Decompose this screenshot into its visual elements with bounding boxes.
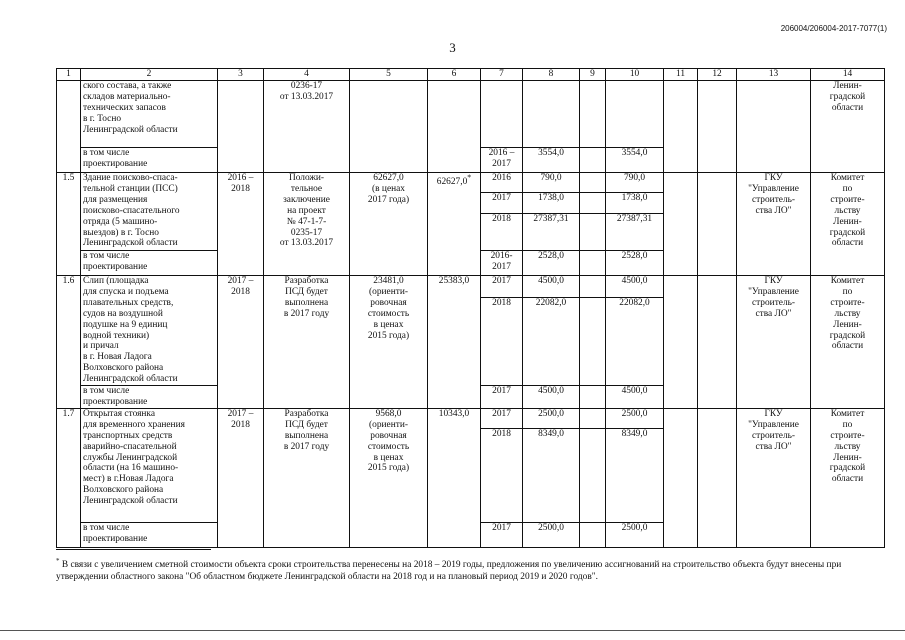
estimated-cost: 9568,0 (ориенти- ровочная стоимость в ценах 2015 года): [350, 408, 428, 547]
amount-col10: 8349,0: [606, 428, 664, 522]
cost-col6: 62627,0*: [428, 173, 481, 276]
amount-col10: 27387,31: [606, 214, 664, 251]
project-document: Разработка ПСД будет выполнена в 2017 году: [264, 408, 350, 547]
object-name: ского состава, а также складов материально- технических запасов в г. Тосно Ленинградской области: [81, 81, 218, 148]
customer: Комитет по строите- льству Ленин- градской области: [811, 408, 885, 547]
footnote: [56, 555, 856, 583]
amount-col8: 1738,0: [523, 193, 580, 214]
table-header-row: [57, 69, 885, 81]
year: 2017: [481, 408, 523, 428]
executor: ГКУ "Управление строитель- ства ЛО": [737, 276, 811, 409]
year: 2017: [481, 276, 523, 298]
amount-col8: 27387,31: [523, 214, 580, 251]
year: 2018: [481, 214, 523, 251]
amount-col10: 3554,0: [606, 148, 664, 173]
footnote-text: В связи с увеличением сметной стоимости объекта сроки строительства перенесены на 2018 – 2019 годы, предложения по увеличению ассигнований на строительство объекта будут внесены при утверждении областного закона "Об областном бюджете Ленинградской области на 2018 год и на плановый период 2019 и 2020 годов".: [56, 560, 842, 583]
row-number: 1.6: [57, 276, 81, 409]
project-document: Положи- тельное заключение на проект № 47-1-7- 0235-17 от 13.03.2017: [264, 173, 350, 276]
budget-table: [56, 68, 885, 548]
col-header: 12: [698, 69, 737, 81]
year: 2018: [481, 298, 523, 386]
customer: Комитет по строите- льству Ленин- градской области: [811, 276, 885, 409]
row-number: 1.7: [57, 408, 81, 547]
amount-col8: 3554,0: [523, 148, 580, 173]
col-header: 13: [737, 69, 811, 81]
amount-col10: 2500,0: [606, 408, 664, 428]
amount-col10: 790,0: [606, 173, 664, 193]
col-header: 2: [81, 69, 218, 81]
cost-col6: 25383,0: [428, 276, 481, 409]
amount-col8: 8349,0: [523, 428, 580, 522]
col-header: 5: [350, 69, 428, 81]
col-header: 3: [218, 69, 264, 81]
amount-col10: 1738,0: [606, 193, 664, 214]
year: 2017: [481, 522, 523, 547]
table-row: [57, 408, 885, 428]
project-document: Разработка ПСД будет выполнена в 2017 году: [264, 276, 350, 409]
year: 2016 – 2017: [481, 148, 523, 173]
amount-col8: 2528,0: [523, 251, 580, 276]
design-label: в том числе проектирование: [81, 522, 218, 547]
customer: Комитет по строите- льству Ленин- градской области: [811, 173, 885, 276]
project-document: 0236-17 от 13.03.2017: [264, 81, 350, 173]
footnote-mark: *: [56, 557, 60, 565]
table-row: [57, 276, 885, 298]
estimated-cost: 23481,0 (ориенти- ровочная стоимость в ценах 2015 года): [350, 276, 428, 409]
col-header: 14: [811, 69, 885, 81]
col-header: 9: [580, 69, 606, 81]
col-header: 4: [264, 69, 350, 81]
year: 2016- 2017: [481, 251, 523, 276]
year: 2016: [481, 173, 523, 193]
construction-period: 2017 – 2018: [218, 276, 264, 409]
table-row: [57, 81, 885, 148]
construction-period: 2017 – 2018: [218, 408, 264, 547]
design-label: в том числе проектирование: [81, 386, 218, 409]
page-number: 3: [449, 40, 456, 55]
footnote-divider: [56, 549, 211, 550]
table-row: [57, 173, 885, 193]
amount-col8: 790,0: [523, 173, 580, 193]
amount-col10: 4500,0: [606, 386, 664, 409]
col-header: 7: [481, 69, 523, 81]
object-name: Слип (площадка для спуска и подъема плавательных средств, судов на воздушной подушке на 9 единиц водной техники) и причал в г. Новая Ладога Волховского района Ленинградской области: [81, 276, 218, 386]
footnote-mark: *: [467, 173, 472, 182]
col-header: 1: [57, 69, 81, 81]
col-header: 8: [523, 69, 580, 81]
amount-col8: 22082,0: [523, 298, 580, 386]
year: 2017: [481, 193, 523, 214]
year: 2018: [481, 428, 523, 522]
scan-edge: [0, 630, 905, 631]
construction-period: 2016 – 2018: [218, 173, 264, 276]
cost-col6: 10343,0: [428, 408, 481, 547]
amount-col10: 2500,0: [606, 522, 664, 547]
col-header: 10: [606, 69, 664, 81]
design-label: в том числе проектирование: [81, 251, 218, 276]
customer: Ленин- градской области: [811, 81, 885, 173]
executor: ГКУ "Управление строитель- ства ЛО": [737, 408, 811, 547]
object-name: Открытая стоянка для временного хранения транспортных средств аварийно-спасательной службы Ленинградской области (на 16 машино- мест) в г.Новая Ладога Волховского района Ленинградской области: [81, 408, 218, 522]
amount-col8: 4500,0: [523, 386, 580, 409]
design-label: в том числе проектирование: [81, 148, 218, 173]
document-id: 206004/206004-2017-7077(1): [780, 24, 887, 33]
amount-col10: 4500,0: [606, 276, 664, 298]
estimated-cost: 62627,0 (в ценах 2017 года): [350, 173, 428, 276]
row-number: 1.5: [57, 173, 81, 276]
amount-col8: 2500,0: [523, 408, 580, 428]
executor: ГКУ "Управление строитель- ства ЛО": [737, 173, 811, 276]
col-header: 11: [664, 69, 698, 81]
amount-col8: 2500,0: [523, 522, 580, 547]
col-header: 6: [428, 69, 481, 81]
object-name: Здание поисково-спаса- тельной станции (ПСС) для размещения поисково-спасательного отряда (5 машино- выездов) в г. Тосно Ленинградской области: [81, 173, 218, 251]
amount-col10: 22082,0: [606, 298, 664, 386]
amount-col8: 4500,0: [523, 276, 580, 298]
amount-col10: 2528,0: [606, 251, 664, 276]
year: 2017: [481, 386, 523, 409]
